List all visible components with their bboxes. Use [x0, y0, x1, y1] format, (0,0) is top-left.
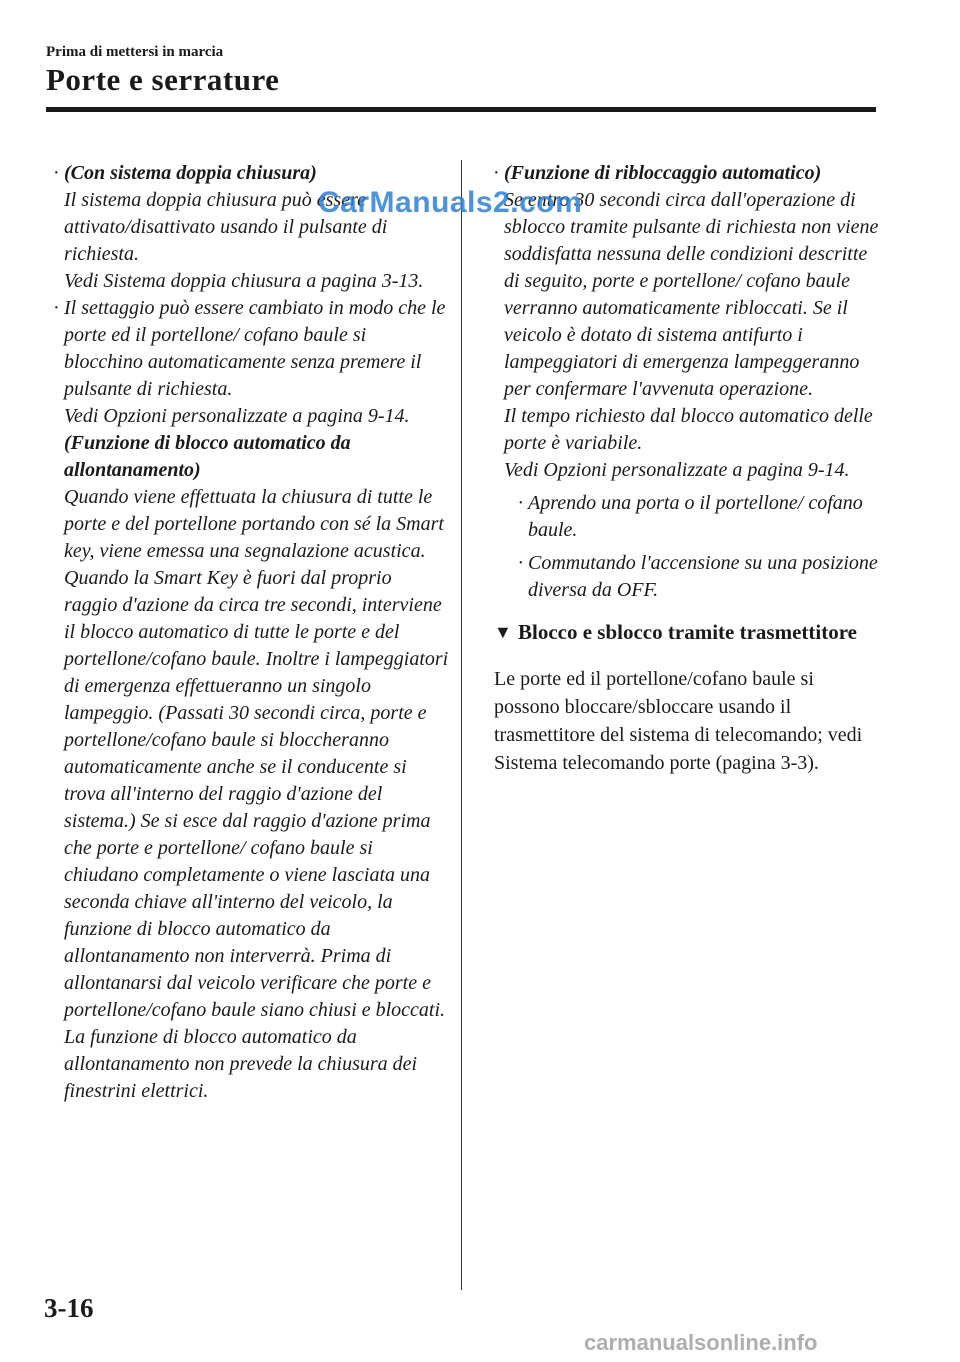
triangle-down-icon: ▼ [494, 622, 512, 642]
section-heading [494, 618, 884, 647]
item-reference: Vedi Sistema doppia chiusura a pagina 3-13. [64, 270, 424, 292]
item-reference: Vedi Opzioni personalizzate a pagina 9-14. [64, 405, 410, 427]
bullet-dot: · [53, 297, 60, 319]
sub-bullet-dot: · [518, 552, 523, 574]
item-body: Il sistema doppia chiusura può essere attivato/disattivato usando il pulsante di richiesta. [64, 189, 388, 265]
item-body: Il settaggio può essere cambiato in modo che le porte ed il portellone/ cofano baule si blocchino automaticamente senza premere il pulsante di richiesta. [64, 297, 446, 400]
watermark-bottom: carmanualsonline.info [584, 1330, 818, 1355]
sub-item-text: Commutando l'accensione su una posizione diversa da OFF. [528, 552, 878, 601]
item-body-2: Il tempo richiesto dal blocco automatico delle porte è variabile. [504, 405, 873, 454]
sub-item-text: Aprendo una porta o il portellone/ cofano baule. [528, 492, 863, 541]
item-detail: Quando viene effettuata la chiusura di tutte le porte e del portellone portando con sé la Smart key, viene emessa una segnalazione acustica. Quando la Smart Key è fuori dal proprio raggio d'azione da circa tre secondi, interviene il blocco automatico di tutte le porte e del portellone/cofano baule. Inoltre i lampeggiatori di emergenza effettueranno un singolo lampeggio. (Passati 30 secondi circa, porte e portellone/cofano baule si bloccheranno automaticamente anche se il conducente si trova all'interno del raggio d'azione del sistema.) Se si esce dal raggio d'azione prima che porte e portellone/ cofano baule si chiudano completamente o viene lasciata una seconda chiave all'interno del veicolo, la funzione di blocco automatico da allontanamento non interverrà. Prima di allontanarsi dal veicolo verificare che porte e portellone/cofano baule siano chiusi e bloccati. La funzione di blocco automatico da allontanamento non prevede la chiusura dei finestrini elettrici. [64, 486, 449, 1102]
bullet-dot: · [493, 162, 500, 184]
sub-item [494, 490, 884, 544]
item-reference: Vedi Opzioni personalizzate a pagina 9-14. [504, 459, 850, 481]
section-heading-text: Blocco e sblocco tramite trasmettitore [518, 620, 857, 644]
bullet-double-lock [54, 160, 449, 295]
left-column [54, 160, 449, 1105]
column-divider [461, 160, 462, 1290]
watermark-top: CarManuals2.com [318, 186, 583, 219]
bullet-dot: · [53, 162, 60, 184]
right-column [494, 160, 884, 777]
item-body: Se entro 30 secondi circa dall'operazione di sblocco tramite pulsante di richiesta non viene soddisfatta nessuna delle condizioni descritte di seguito, porte e portellone/ cofano baule verranno automaticamente ribloccati. Se il veicolo è dotato di sistema antifurto i lampeggiatori di emergenza lampeggeranno per confermare l'avvenuta operazione. [504, 189, 879, 400]
paragraph: Le porte ed il portellone/cofano baule si possono bloccare/sbloccare usando il trasmettitore del sistema di telecomando; vedi Sistema telecomando porte (pagina 3-3). [494, 668, 863, 774]
sub-bullet-dot: · [518, 492, 523, 514]
page-title: Porte e serrature [46, 62, 280, 97]
header-rule [46, 107, 876, 112]
section-label: Prima di mettersi in marcia [46, 44, 224, 60]
page-number: 3-16 [44, 1293, 94, 1323]
item-subtitle: (Funzione di blocco automatico da allontanamento) [64, 432, 351, 481]
sub-item [494, 550, 884, 604]
item-title: (Con sistema doppia chiusura) [64, 162, 317, 184]
bullet-auto-lock-setting [54, 295, 449, 1105]
item-title: (Funzione di ribloccaggio automatico) [504, 162, 822, 184]
